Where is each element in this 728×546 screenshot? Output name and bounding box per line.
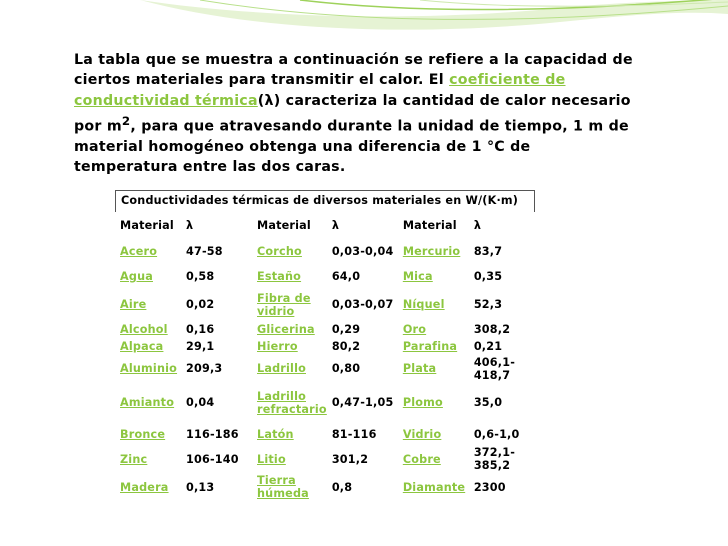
material-link[interactable]: Zinc — [120, 452, 148, 466]
conductivity-value: 0,8 — [331, 480, 353, 494]
table-row — [115, 446, 534, 472]
table-row — [115, 382, 534, 423]
conductivity-value: 0,03-0,04 — [331, 245, 394, 258]
material-link[interactable]: Aire — [120, 298, 147, 311]
conductivity-value: 0,80 — [331, 362, 361, 375]
material-link[interactable]: Aluminio — [120, 362, 178, 375]
column-header: Material — [120, 219, 174, 232]
conductivity-value: 0,02 — [186, 298, 215, 311]
material-link[interactable]: Cobre — [402, 452, 441, 466]
table-header-row — [115, 212, 534, 239]
conductivity-value: 80,2 — [331, 340, 361, 353]
material-link[interactable]: Litio — [257, 452, 286, 466]
conductivity-table-container — [115, 190, 545, 502]
conductivity-value: 29,1 — [186, 340, 215, 353]
material-link[interactable]: Ladrillo — [257, 362, 306, 375]
conductivity-value: 372,1-385,2 — [473, 446, 516, 472]
table-body — [115, 212, 534, 502]
material-link[interactable]: Corcho — [257, 245, 302, 258]
material-link[interactable]: Plomo — [402, 396, 443, 409]
table-row — [115, 338, 534, 355]
conductivity-value: 0,6-1,0 — [473, 428, 520, 441]
material-link[interactable]: Latón — [257, 428, 294, 441]
table-row — [115, 355, 534, 382]
table-row — [115, 264, 534, 288]
conductivity-value: 64,0 — [331, 269, 361, 283]
material-link[interactable]: Diamante — [402, 480, 466, 494]
material-link[interactable]: Fibra de vidrio — [257, 291, 311, 318]
material-link[interactable]: Mica — [402, 269, 433, 283]
material-link[interactable]: Mercurio — [402, 245, 461, 258]
conductivity-value: 106-140 — [186, 452, 239, 466]
intro-text-1: La tabla que se muestra a continuación se refiere a la capacidad de ciertos materiales para transmitir el calor. El — [74, 52, 633, 89]
material-link[interactable]: Níquel — [402, 298, 445, 311]
table-row — [115, 321, 534, 338]
column-header: λ — [186, 219, 194, 232]
material-link[interactable]: Ladrillo refractario — [257, 389, 327, 416]
material-link[interactable]: Estaño — [257, 269, 302, 283]
material-link[interactable]: Oro — [402, 323, 427, 336]
material-link[interactable]: Amianto — [120, 396, 175, 409]
material-link[interactable]: Hierro — [257, 340, 298, 353]
conductivity-value: 0,13 — [186, 480, 215, 494]
conductivity-value: 52,3 — [473, 298, 503, 311]
conductivity-value: 35,0 — [473, 396, 503, 409]
conductivity-value: 308,2 — [473, 323, 511, 336]
conductivity-value: 0,04 — [186, 396, 215, 409]
column-header: λ — [473, 219, 482, 232]
table-caption: Conductividades térmicas de diversos materiales en W/(K·m) — [115, 190, 535, 212]
conductivity-value: 0,35 — [473, 269, 503, 283]
column-header: λ — [331, 219, 340, 232]
conductivity-value: 406,1-418,7 — [473, 355, 516, 382]
material-link[interactable]: Parafina — [402, 340, 458, 353]
material-link[interactable]: Tierra húmeda — [257, 474, 309, 500]
conductivity-value: 301,2 — [331, 452, 369, 466]
conductivity-table — [115, 212, 534, 502]
conductivity-value: 0,58 — [186, 269, 215, 283]
material-link[interactable]: Alcohol — [120, 323, 168, 336]
conductivity-value: 0,21 — [473, 340, 503, 353]
conductivity-value: 0,29 — [331, 323, 361, 336]
conductivity-value: 2300 — [473, 480, 506, 494]
intro-text-3: , para que atravesando durante la unidad de tiempo, 1 m de material homogéneo obtenga una diferencia de 1 °C de temperatura entre las dos caras. — [74, 118, 629, 176]
material-link[interactable]: Bronce — [120, 428, 166, 441]
material-link[interactable]: Plata — [402, 362, 437, 375]
table-row — [115, 472, 534, 502]
material-link[interactable]: Glicerina — [257, 323, 315, 336]
superscript-2: 2 — [121, 113, 131, 128]
conductivity-value: 0,16 — [186, 323, 215, 336]
conductivity-value: 209,3 — [186, 362, 223, 375]
conductivity-value: 0,47-1,05 — [331, 396, 394, 409]
material-link[interactable]: Acero — [120, 245, 158, 258]
column-header: Material — [402, 219, 457, 232]
material-link[interactable]: Agua — [120, 269, 153, 283]
intro-text-2: (λ) caracteriza la cantidad de calor necesario por m — [74, 92, 631, 135]
table-row — [115, 288, 534, 321]
conductivity-value: 47-58 — [186, 245, 223, 258]
column-header: Material — [257, 219, 311, 232]
material-link[interactable]: Vidrio — [402, 428, 442, 441]
intro-paragraph — [74, 50, 634, 178]
conductivity-coefficient-link[interactable]: coeficiente de conductividad térmica — [74, 72, 566, 109]
conductivity-value: 0,03-0,07 — [331, 298, 394, 311]
conductivity-value: 81-116 — [331, 428, 377, 441]
conductivity-value: 83,7 — [473, 245, 503, 258]
material-link[interactable]: Alpaca — [120, 340, 164, 353]
table-row — [115, 239, 534, 264]
material-link[interactable]: Madera — [120, 480, 169, 494]
table-row — [115, 423, 534, 446]
conductivity-value: 116-186 — [186, 428, 239, 441]
